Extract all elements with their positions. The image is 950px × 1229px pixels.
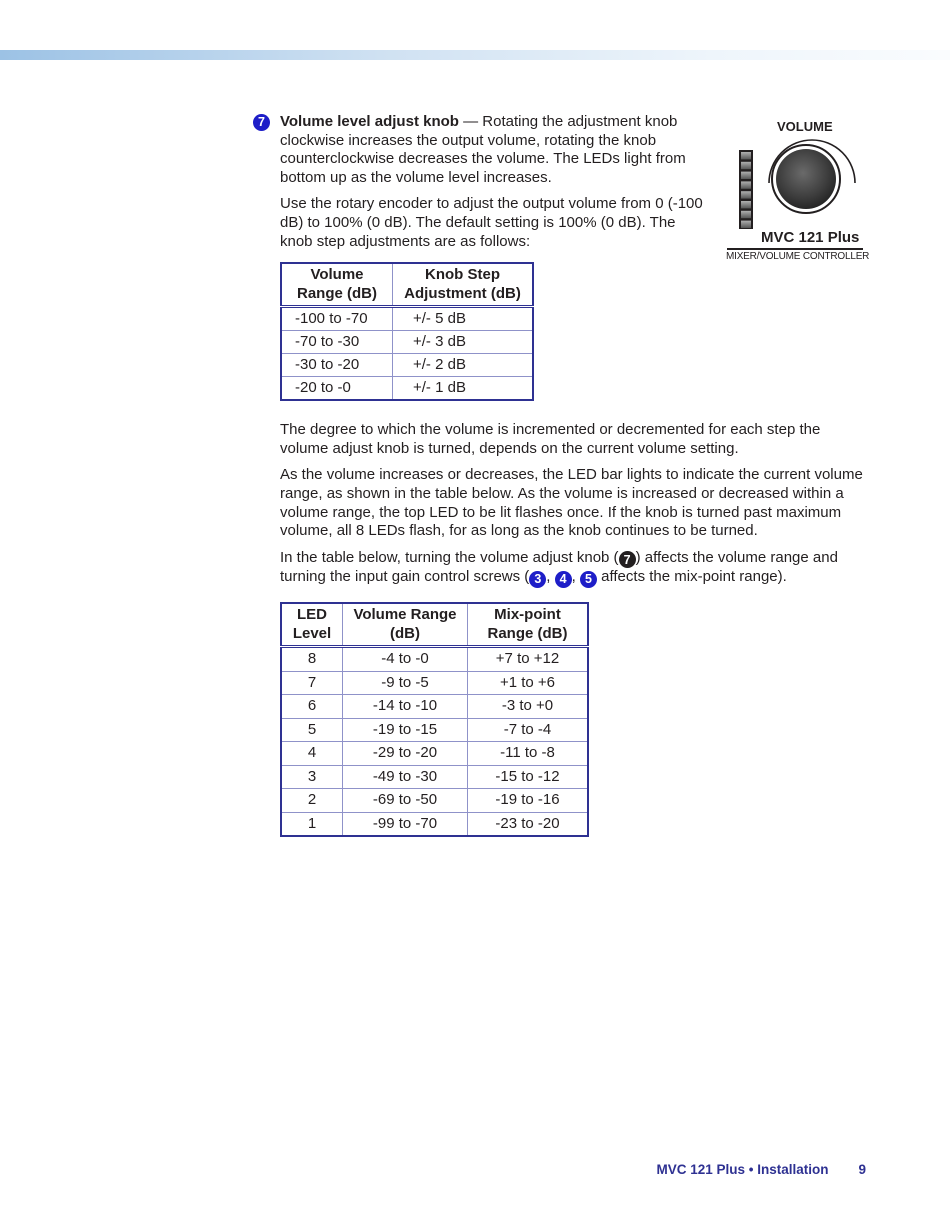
table-row xyxy=(281,718,588,742)
model-label: MVC 121 Plus xyxy=(761,229,860,246)
knob-illustration xyxy=(722,117,872,229)
encoder-paragraph: Use the rotary encoder to adjust the output volume from 0 (-100 dB) to 100% (0 dB). The default setting is 100% (0 dB). The knob step adjustments are as follows: xyxy=(280,195,703,250)
header-gradient-bar xyxy=(0,50,950,60)
table-intro-text: In the table below, turning the volume adjust knob ( xyxy=(280,548,619,566)
table-cell: 3 xyxy=(281,765,343,789)
table-cell: -3 to +0 xyxy=(468,695,589,719)
led-segment xyxy=(741,201,751,208)
volume-label: VOLUME xyxy=(777,119,833,134)
table-row xyxy=(281,331,533,354)
table-cell: -49 to -30 xyxy=(343,765,468,789)
table-cell: -4 to -0 xyxy=(343,647,468,672)
table-cell: -23 to -20 xyxy=(468,812,589,836)
table-cell: 5 xyxy=(281,718,343,742)
table-cell: +7 to +12 xyxy=(468,647,589,672)
callout-number-7: 7 xyxy=(253,114,270,131)
table-row xyxy=(281,354,533,377)
footer-title: MVC 121 Plus • Installation xyxy=(656,1162,829,1177)
callout-number-5: 5 xyxy=(580,571,597,588)
table-cell: -29 to -20 xyxy=(343,742,468,766)
table-cell: 6 xyxy=(281,695,343,719)
table-cell: +/- 3 dB xyxy=(393,331,534,354)
step-7-paragraph xyxy=(258,113,700,187)
table-row xyxy=(281,812,588,836)
led-segment xyxy=(741,152,751,159)
table-row xyxy=(281,671,588,695)
model-subtitle: MIXER/VOLUME CONTROLLER xyxy=(726,251,870,262)
led-segment xyxy=(741,191,751,198)
led-segment xyxy=(741,162,751,169)
page-footer xyxy=(656,1162,866,1177)
table-cell: 1 xyxy=(281,812,343,836)
table-row xyxy=(281,647,588,672)
led-segment xyxy=(741,181,751,188)
table-intro-text: affects the mix-point range). xyxy=(596,568,787,586)
callout-number-4: 4 xyxy=(555,571,572,588)
table-cell: -7 to -4 xyxy=(468,718,589,742)
table-cell: -20 to -0 xyxy=(281,377,393,401)
table-cell: -19 to -15 xyxy=(343,718,468,742)
table-cell: -69 to -50 xyxy=(343,789,468,813)
separator-text: , xyxy=(571,568,580,586)
callout-number-7: 7 xyxy=(619,551,636,568)
table-intro-text: ) affects the volume range and turning the input gain control screws ( xyxy=(280,548,838,586)
led-level-table xyxy=(280,602,589,837)
table-cell: +/- 2 dB xyxy=(393,354,534,377)
table-row xyxy=(281,742,588,766)
led-segment xyxy=(741,221,751,228)
table-row xyxy=(281,377,533,401)
knob-table-header-range: Volume Range (dB) xyxy=(281,263,393,307)
table-row xyxy=(281,307,533,331)
table-cell: -100 to -70 xyxy=(281,307,393,331)
step-7-title: Volume level adjust knob xyxy=(280,113,459,130)
table-cell: -99 to -70 xyxy=(343,812,468,836)
table-cell: -30 to -20 xyxy=(281,354,393,377)
table-cell: 2 xyxy=(281,789,343,813)
table-row xyxy=(281,789,588,813)
table-cell: -9 to -5 xyxy=(343,671,468,695)
table-cell: -15 to -12 xyxy=(468,765,589,789)
table-row xyxy=(281,765,588,789)
knob-body xyxy=(776,149,836,209)
led-segment xyxy=(741,172,751,179)
table-cell: +1 to +6 xyxy=(468,671,589,695)
led-segment xyxy=(741,211,751,218)
table-intro-paragraph xyxy=(280,549,870,589)
volume-knob-figure xyxy=(722,117,872,267)
step-7-text: — Rotating the adjustment knob clockwise increases the output volume, rotating the knob counterclockwise decreases the volume. The LEDs light from bottom up as the volume level increases. xyxy=(280,113,686,186)
table-cell: 8 xyxy=(281,647,343,672)
table-cell: -11 to -8 xyxy=(468,742,589,766)
led-bar xyxy=(739,150,753,229)
table-cell: +/- 5 dB xyxy=(393,307,534,331)
table-cell: -14 to -10 xyxy=(343,695,468,719)
separator-text: , xyxy=(546,568,555,586)
model-underline xyxy=(727,248,863,250)
table-cell: 7 xyxy=(281,671,343,695)
knob-table-header-step: Knob Step Adjustment (dB) xyxy=(393,263,534,307)
table-row xyxy=(281,695,588,719)
knob-step-table xyxy=(280,262,534,401)
led-table-header-level: LED Level xyxy=(281,603,343,647)
callout-number-3: 3 xyxy=(529,571,546,588)
led-paragraph: As the volume increases or decreases, the LED bar lights to indicate the current volume range, as shown in the table below. As the volume is increased or decreased within a volume range, the top LED to be lit flashes once. If the knob is turned past maximum volume, all 8 LEDs flash, for as long as the knob continues to be turned. xyxy=(280,466,863,540)
led-table-header-mix: Mix-point Range (dB) xyxy=(468,603,589,647)
table-cell: -19 to -16 xyxy=(468,789,589,813)
page-number: 9 xyxy=(858,1162,866,1177)
degree-paragraph: The degree to which the volume is incremented or decremented for each step the volume adjust knob is turned, depends on the current volume setting. xyxy=(280,421,821,457)
table-cell: +/- 1 dB xyxy=(393,377,534,401)
led-table-header-volume: Volume Range (dB) xyxy=(343,603,468,647)
table-cell: -70 to -30 xyxy=(281,331,393,354)
table-cell: 4 xyxy=(281,742,343,766)
